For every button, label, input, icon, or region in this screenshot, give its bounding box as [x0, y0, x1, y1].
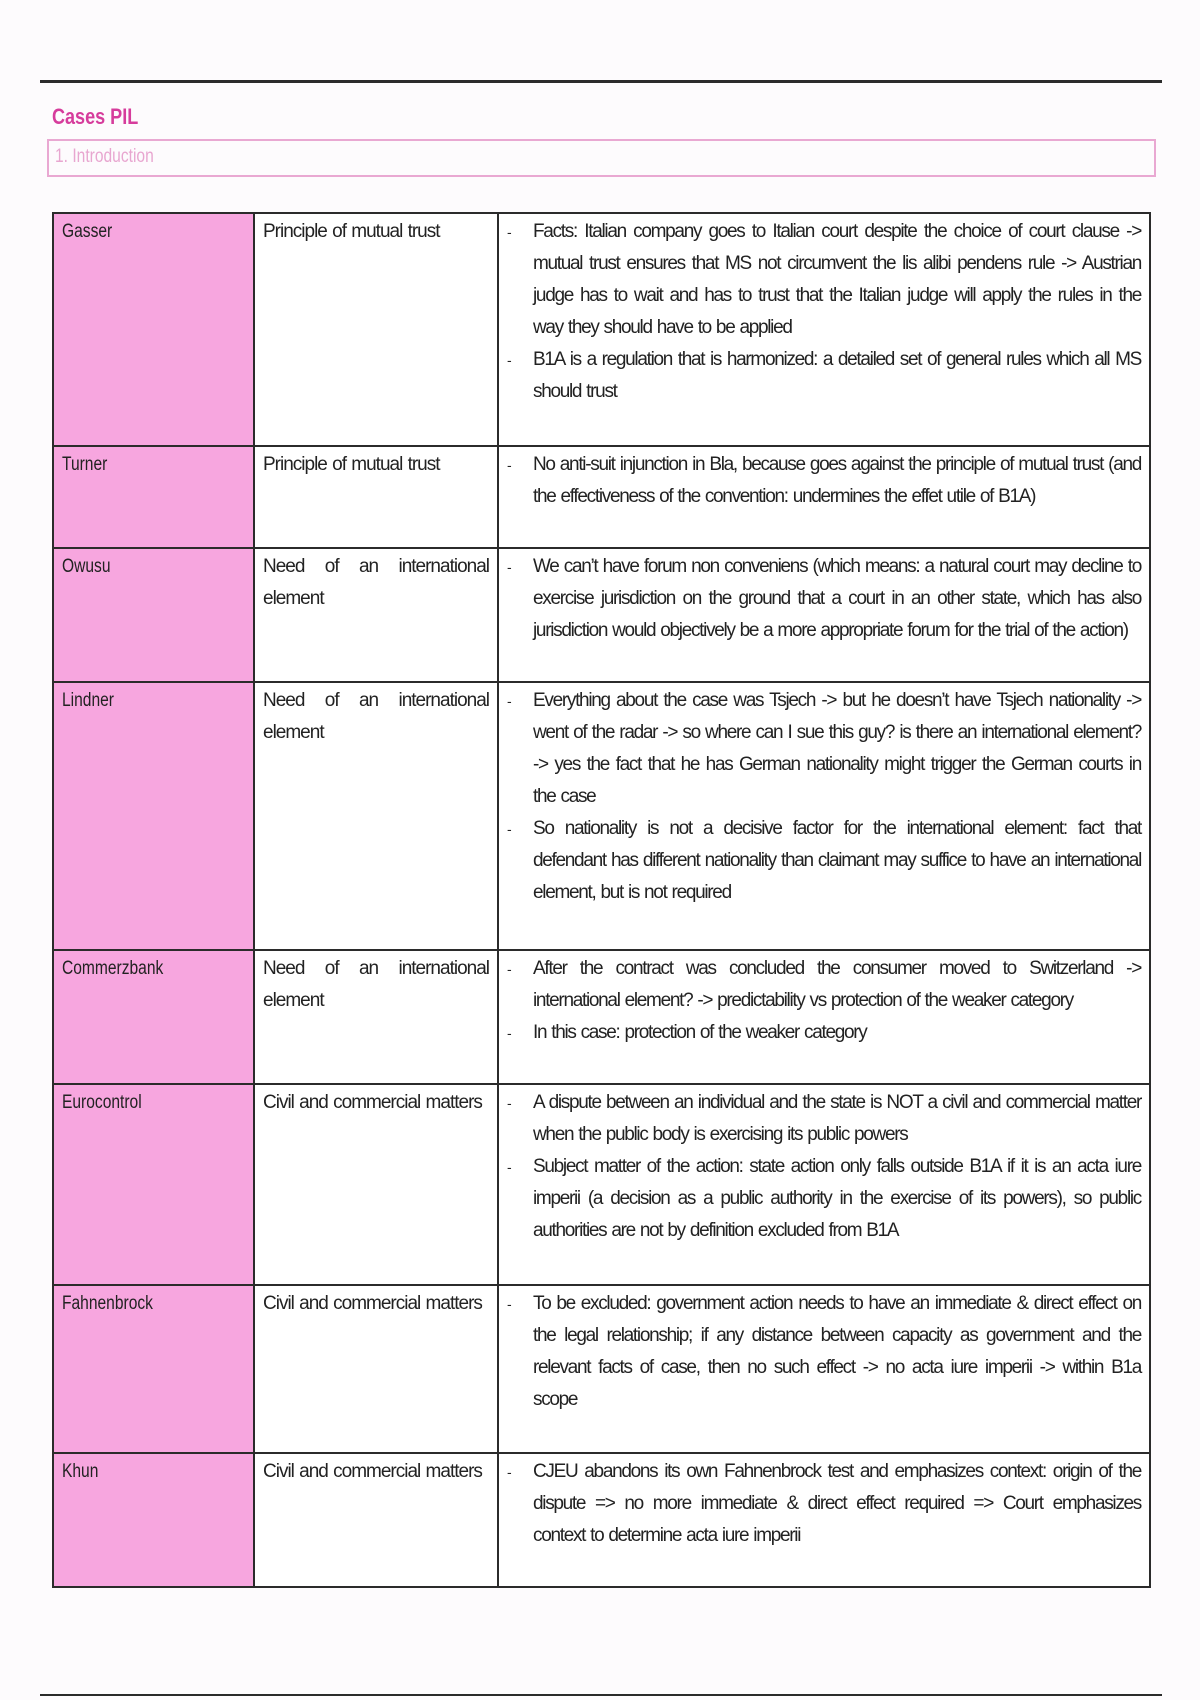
case-principle: Principle of mutual trust: [263, 221, 440, 242]
case-notes-list: [507, 1456, 1141, 1552]
case-notes-list: [507, 1288, 1141, 1416]
case-notes-list: [507, 551, 1141, 647]
case-note: - No anti-suit injunction in Bla, because goes against the principle of mutual trust (and the effectiveness of the convention: undermines the effet utile of B1A): [507, 449, 1141, 513]
case-name-cell: [53, 213, 254, 446]
table-row: [53, 682, 1150, 950]
case-name: Lindner: [62, 690, 114, 711]
case-notes-cell: [498, 1285, 1150, 1453]
case-notes-cell: [498, 446, 1150, 548]
case-principle-cell: [254, 446, 498, 548]
table-row: [53, 446, 1150, 548]
case-name: Eurocontrol: [62, 1092, 142, 1113]
case-name-cell: [53, 548, 254, 682]
case-principle-cell: [254, 213, 498, 446]
table-row: [53, 1285, 1150, 1453]
case-notes-cell: [498, 1084, 1150, 1285]
case-name: Commerzbank: [62, 958, 164, 979]
section-heading: [47, 139, 1156, 177]
case-name: Fahnenbrock: [62, 1293, 153, 1314]
case-notes-list: [507, 953, 1141, 1049]
case-notes-list: [507, 1087, 1141, 1247]
case-name-cell: [53, 1285, 254, 1453]
case-name: Owusu: [62, 556, 111, 577]
case-principle-cell: [254, 1453, 498, 1587]
case-notes-cell: [498, 950, 1150, 1084]
case-principle-cell: [254, 548, 498, 682]
document-title: Cases PIL: [52, 104, 139, 129]
case-note: - CJEU abandons its own Fahnenbrock test and emphasizes context: origin of the dispute => no more immediate & direct effect required => Court emphasizes context to determine acta iure imperii: [507, 1456, 1141, 1552]
case-name: Turner: [62, 454, 108, 475]
case-principle-cell: [254, 1084, 498, 1285]
bottom-rule: [40, 1694, 1162, 1696]
case-principle-cell: [254, 950, 498, 1084]
case-principle: Principle of mutual trust: [263, 454, 440, 475]
case-note: - We can’t have forum non conveniens (which means: a natural court may decline to exercise jurisdiction on the ground that a court in an other state, which has also jurisdiction would objectively be a more appropriate forum for the trial of the action): [507, 551, 1141, 647]
case-note: - Facts: Italian company goes to Italian court despite the choice of court clause -> mutual trust ensures that MS not circumvent the lis alibi pendens rule -> Austrian judge has to wait and has to trust that the Italian judge will apply the rules in the way they should have to be applied: [507, 216, 1141, 344]
case-note: - To be excluded: government action needs to have an immediate & direct effect on the legal relationship; if any distance between capacity as government and the relevant facts of case, then no such effect -> no acta iure imperii -> within B1a scope: [507, 1288, 1141, 1416]
case-principle-cell: [254, 1285, 498, 1453]
section-heading-label: 1. Introduction: [55, 146, 154, 167]
case-principle: Need of an international element: [263, 690, 489, 743]
case-note: - In this case: protection of the weaker category: [507, 1017, 1141, 1049]
case-note: - B1A is a regulation that is harmonized: a detailed set of general rules which all MS should trust: [507, 344, 1141, 408]
case-notes-list: [507, 685, 1141, 909]
table-row: [53, 1084, 1150, 1285]
case-notes-list: [507, 216, 1141, 408]
case-notes-cell: [498, 1453, 1150, 1587]
case-principle: Need of an international element: [263, 556, 489, 609]
top-rule: [40, 80, 1162, 83]
case-name-cell: [53, 682, 254, 950]
case-notes-cell: [498, 548, 1150, 682]
case-name: Gasser: [62, 221, 113, 242]
case-principle: Civil and commercial matters: [263, 1293, 482, 1314]
case-note: - Everything about the case was Tsjech -> but he doesn’t have Tsjech nationality -> went of the radar -> so where can I sue this guy? is there an international element? -> yes the fact that he has German nationality might trigger the German courts in the case: [507, 685, 1141, 813]
case-note: - So nationality is not a decisive factor for the international element: fact that defendant has different nationality than claimant may suffice to have an international element, but is not required: [507, 813, 1141, 909]
table-row: [53, 950, 1150, 1084]
case-note: - Subject matter of the action: state action only falls outside B1A if it is an acta iure imperii (a decision as a public authority in the exercise of its powers), so public authorities are not by definition excluded from B1A: [507, 1151, 1141, 1247]
case-name-cell: [53, 950, 254, 1084]
case-note: - After the contract was concluded the consumer moved to Switzerland -> international element? -> predictability vs protection of the weaker category: [507, 953, 1141, 1017]
case-principle: Civil and commercial matters: [263, 1461, 482, 1482]
case-notes-cell: [498, 213, 1150, 446]
case-notes-list: [507, 449, 1141, 513]
table-row: [53, 213, 1150, 446]
case-note: - A dispute between an individual and the state is NOT a civil and commercial matter when the public body is exercising its public powers: [507, 1087, 1141, 1151]
case-name-cell: [53, 446, 254, 548]
table-row: [53, 548, 1150, 682]
case-notes-cell: [498, 682, 1150, 950]
case-name-cell: [53, 1453, 254, 1587]
case-name-cell: [53, 1084, 254, 1285]
case-principle-cell: [254, 682, 498, 950]
case-principle: Need of an international element: [263, 958, 489, 1011]
case-principle: Civil and commercial matters: [263, 1092, 482, 1113]
table-row: [53, 1453, 1150, 1587]
case-name: Khun: [62, 1461, 99, 1482]
cases-table: [52, 212, 1151, 1588]
